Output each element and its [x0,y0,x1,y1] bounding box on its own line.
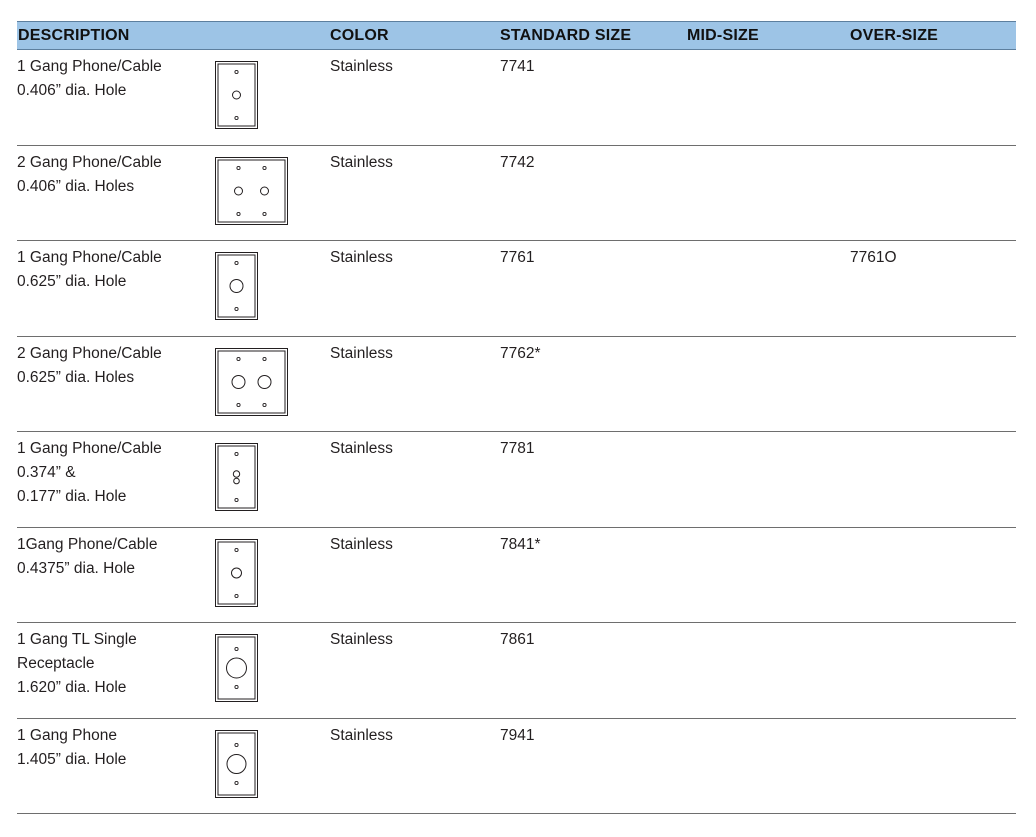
1-gang-medium-hole-icon [215,252,258,320]
product-table [17,21,1016,814]
1-gang-large-hole-icon [215,730,258,798]
description-line: 1 Gang Phone/Cable [17,249,162,266]
table-row [17,50,1016,146]
description-cell [17,628,137,700]
description-cell [17,151,162,199]
standard-size-cell: 7762* [500,344,541,362]
description-line: 0.625” dia. Holes [17,368,135,386]
description-line: 2 Gang Phone/Cable [17,344,162,362]
description-cell [17,342,162,390]
1-gang-hole-icon [215,539,258,607]
table-row [17,623,1016,719]
color-cell: Stainless [330,535,393,553]
description-line: 1 Gang Phone/Cable [17,58,162,75]
description-line: 0.4375” dia. Hole [17,559,136,577]
color-cell: Stainless [330,440,393,457]
description-line: 0.625” dia. Hole [17,273,127,290]
table-row [17,146,1016,242]
description-cell [17,533,157,581]
description-cell [17,55,162,103]
description-line: 0.406” dia. Hole [17,82,127,99]
header-mid-size: MID-SIZE [687,27,759,44]
standard-size-cell: 7841* [500,535,541,553]
description-line: 1Gang Phone/Cable [17,535,158,553]
color-cell: Stainless [330,58,393,75]
description-cell [17,437,162,509]
description-cell [17,246,162,294]
standard-size-cell: 7761 [500,249,535,266]
description-line: 1 Gang Phone/Cable [17,440,162,457]
color-cell: Stainless [330,631,393,648]
over-size-cell: 7761O [850,249,897,266]
description-line: Receptacle [17,655,95,672]
description-line: 0.374” & [17,464,76,481]
description-line: 1 Gang TL Single [17,631,137,648]
color-cell: Stainless [330,344,393,362]
1-gang-receptacle-hole-icon [215,634,258,702]
2-gang-medium-holes-icon [215,348,288,416]
table-row [17,241,1016,337]
table-row [17,337,1016,433]
color-cell: Stainless [330,249,393,266]
color-cell: Stainless [330,153,393,171]
table-header [17,21,1016,50]
1-gang-small-hole-icon [215,61,258,129]
description-line: 0.177” dia. Hole [17,488,127,505]
standard-size-cell: 7941 [500,726,535,744]
1-gang-double-hole-icon [215,443,258,511]
header-over-size: OVER-SIZE [850,27,939,44]
header-color: COLOR [330,27,389,44]
color-cell: Stainless [330,726,393,744]
standard-size-cell: 7741 [500,58,535,75]
standard-size-cell: 7742 [500,153,535,171]
table-row [17,432,1016,528]
table-row [17,719,1016,815]
header-standard-size: STANDARD SIZE [500,27,632,44]
description-line: 1.620” dia. Hole [17,679,127,696]
description-line: 1 Gang Phone [17,726,117,744]
description-line: 2 Gang Phone/Cable [17,153,162,171]
description-line: 0.406” dia. Holes [17,177,135,195]
standard-size-cell: 7781 [500,440,535,457]
description-cell [17,724,126,772]
description-line: 1.405” dia. Hole [17,750,127,768]
header-description: DESCRIPTION [18,27,130,44]
table-body [17,50,1016,814]
2-gang-small-holes-icon [215,157,288,225]
standard-size-cell: 7861 [500,631,535,648]
table-row [17,528,1016,624]
